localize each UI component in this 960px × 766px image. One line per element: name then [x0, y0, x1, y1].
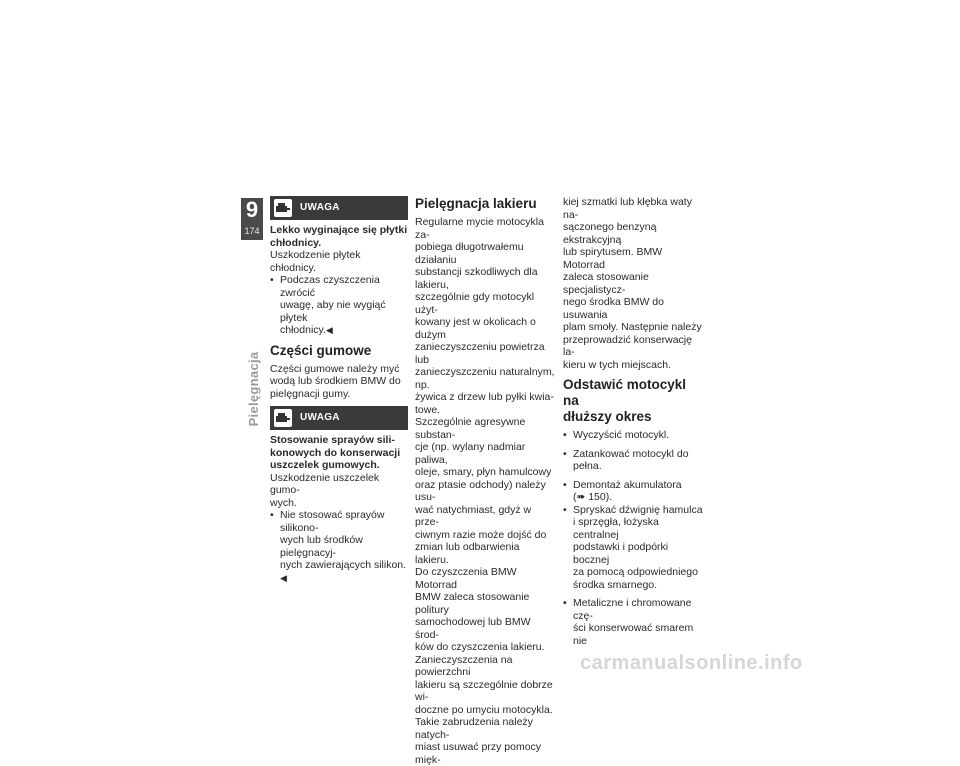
text-line: Takie zabrudzenia należy natych- [415, 716, 533, 741]
bullet-line: uwagę, aby nie wygiąć płytek [280, 299, 386, 324]
bullet-line: i sprzęgła, łożyska centralnej [573, 516, 659, 541]
text-line: Regularne mycie motocykla za- [415, 216, 544, 241]
text-line: ków do czyszczenia lakieru. [415, 641, 545, 653]
text-line: Uszkodzenie uszczelek gumo- [270, 471, 380, 496]
text-line: plam smoły. Następnie należy [563, 321, 702, 333]
warning-title-line: konowych do konserwacji [270, 446, 401, 459]
warning-motorcycle-icon [274, 409, 292, 427]
bullet-line: Spryskać dźwignię hamulca [573, 503, 703, 516]
bullet-line: nych zawierających silikon. [280, 559, 407, 571]
warning-title-line: Stosowanie sprayów sili- [270, 434, 395, 446]
warning-banner [270, 406, 408, 430]
bullet-line: Wyczyścić motocykl. [573, 429, 670, 441]
text-line: lub spirytusem. BMW Motorrad [563, 246, 663, 271]
bullet-line: podstawki i podpórki bocznej [573, 541, 669, 566]
warning-title [270, 224, 408, 249]
text-line: zanieczyszczeniu naturalnym, np. [415, 366, 555, 391]
text-line: Szczególnie agresywne substan- [415, 416, 526, 441]
text-line: szczególnie gdy motocykl użyt- [415, 291, 535, 316]
text-line: wych. [270, 496, 297, 509]
text-line: miast usuwać przy pomocy mięk- [415, 741, 542, 766]
paint-care-text [415, 216, 555, 766]
text-line: oraz ptasie odchody) należy usu- [415, 478, 546, 503]
section-title-paint-care: Pielęgnacja lakieru [415, 196, 537, 211]
text-line: doczne po umyciu motocykla. [415, 703, 553, 716]
warning-bullet [270, 274, 408, 337]
warning-bullet [270, 509, 408, 584]
paint-care-text-cont [563, 196, 703, 371]
warning-label: UWAGA [300, 202, 340, 213]
bullet-line: Zatankować motocykl do pełna. [573, 447, 689, 472]
bullet-line: środka smarnego. [573, 578, 658, 591]
end-mark-icon: ◀ [280, 572, 287, 583]
bullet-line: Demontaż akumulatora [573, 478, 682, 491]
column-right [563, 196, 703, 647]
text-line: pobiega długotrwałemu działaniu [415, 241, 524, 266]
bullet-line: Metaliczne i chromowane czę- [573, 597, 692, 622]
text-line: BMW zaleca stosowanie politury [415, 591, 530, 616]
warning-text [270, 472, 408, 510]
text-line: towe. [415, 403, 441, 416]
chapter-number: 9 [245, 197, 259, 222]
chapter-tab [241, 198, 263, 240]
warning-title-line: uszczelek gumowych. [270, 459, 380, 471]
bullet-line: Podczas czyszczenia zwrócić [280, 274, 380, 299]
section-title-storage [563, 377, 703, 425]
warning-title [270, 434, 408, 472]
text-line: nego środka BMW do usuwania [563, 296, 664, 321]
text-line: sączonego benzyną ekstrakcyjną [563, 221, 657, 246]
text-line: samochodowej lub BMW środ- [415, 616, 531, 641]
text-line: przeprowadzić konserwację la- [563, 333, 692, 358]
text-line: cje (np. wylany nadmiar paliwa, [415, 441, 526, 466]
title-line: dłuższy okres [563, 409, 652, 424]
text-line: żywica z drzew lub pyłki kwia- [415, 391, 554, 403]
bullet-line: za pomocą odpowiedniego [573, 566, 698, 578]
text-line: zanieczyszczeniu powietrza lub [415, 341, 545, 366]
section-text [270, 363, 408, 401]
warning-motorcycle-icon [274, 199, 292, 217]
chapter-label-wrap [238, 340, 268, 440]
text-line: kowany jest w okolicach o dużym [415, 316, 536, 341]
text-line: Zanieczyszczenia na powierzchni [415, 653, 513, 678]
storage-bullet [563, 504, 703, 592]
text-line: substancji szkodliwych dla lakieru, [415, 266, 538, 291]
warning-label: UWAGA [300, 412, 340, 423]
bullet-line: chłodnicy. [280, 324, 326, 336]
text-line: pielęgnacji gumy. [270, 387, 351, 400]
section-title-rubber-parts: Części gumowe [270, 342, 372, 358]
bullet-line: Nie stosować sprayów silikono- [280, 509, 385, 534]
warning-text: Uszkodzenie płytek chłodnicy. [270, 249, 361, 274]
storage-bullet [563, 479, 703, 504]
page-reference-link[interactable]: (➠ 150). [573, 491, 613, 503]
text-line: oleje, smary, płyn hamulcowy [415, 466, 552, 478]
text-line: lakieru są szczególnie dobrze wi- [415, 678, 553, 703]
storage-bullet [563, 597, 703, 647]
text-line: zmian lub odbarwienia lakieru. [415, 541, 520, 566]
text-line: Do czyszczenia BMW Motorrad [415, 566, 517, 591]
bullet-line: ści konserwować smarem nie [573, 622, 694, 647]
column-middle [415, 196, 555, 766]
text-line: kieru w tych miejscach. [563, 358, 671, 371]
column-left [270, 196, 408, 584]
warning-banner [270, 196, 408, 220]
text-line: Części gumowe należy myć [270, 362, 400, 375]
end-mark-icon: ◀ [325, 325, 333, 335]
text-line: ciwnym razie może dojść do [415, 528, 547, 541]
warning-title-line: chłodnicy. [270, 236, 322, 249]
storage-bullet [563, 448, 703, 473]
chapter-label: Pielęgnacja [246, 351, 261, 427]
text-line: wać natychmiast, gdyż w prze- [415, 503, 532, 528]
text-line: zaleca stosowanie specjalistycz- [563, 271, 649, 296]
page-number: 174 [244, 226, 260, 236]
watermark-text: carmanualsonline.info [580, 652, 803, 674]
text-line: kiej szmatki lub kłębka waty na- [563, 196, 692, 221]
warning-title-line: Lekko wyginające się płytki [270, 224, 408, 236]
bullet-line: wych lub środków pielęgnacyj- [280, 534, 363, 559]
storage-bullet [563, 429, 703, 442]
text-line: wodą lub środkiem BMW do [270, 375, 401, 387]
title-line: Odstawić motocykl na [563, 377, 687, 408]
